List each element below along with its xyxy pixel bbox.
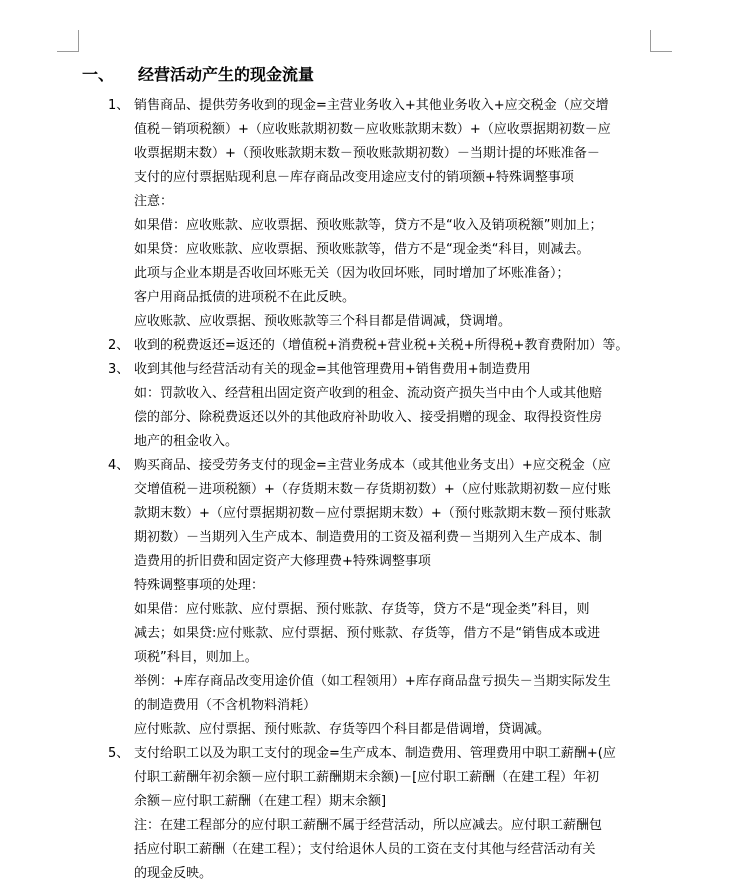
list-item-line: 如果借：应付账款、应付票据、预付账款、存货等，贷方不是“现金类”科目，则 <box>134 602 590 617</box>
list-item-line: 造费用的折旧费和固定资产大修理费+特殊调整事项 <box>134 554 431 569</box>
section-heading <box>82 62 314 88</box>
list-item-line: 注意： <box>134 194 174 209</box>
list-item-marker: 5、 <box>108 746 130 761</box>
list-item-line: 如果贷：应收账款、应收票据、预收账款等，借方不是“现金类“科目，则减去。 <box>134 242 590 257</box>
list-item-marker: 3、 <box>108 362 130 377</box>
list-item-line: 购买商品、接受劳务支付的现金=主营业务成本（或其他业务支出）+应交税金（应 <box>134 458 611 473</box>
section-heading-number: 一、 <box>82 65 115 84</box>
list-item-marker: 1、 <box>108 98 130 113</box>
list-item-line: 特殊调整事项的处理： <box>134 578 265 593</box>
list-item-line: 偿的部分、除税费返还以外的其他政府补助收入、接受捐赠的现金、取得投资性房 <box>134 410 603 425</box>
list-item-line: 期初数）－当期列入生产成本、制造费用的工资及福利费－当期列入生产成本、制 <box>134 530 603 545</box>
list-item-line: 交增值税－进项税额）+（存货期末数－存货期初数）+（应付账款期初数－应付账 <box>134 482 611 497</box>
page-corner-mark-top-left <box>57 51 79 52</box>
list-item-line: 支付给职工以及为职工支付的现金=生产成本、制造费用、管理费用中职工薪酬+(应 <box>134 746 616 761</box>
list-item-line: 收到的税费返还=返还的（增值税+消费税+营业税+关税+所得税+教育费附加）等。 <box>134 338 629 353</box>
list-item-line: 注：在建工程部分的应付职工薪酬不属于经营活动，所以应减去。应付职工薪酬包 <box>134 818 603 833</box>
list-item-line: 款期末数）+（应付票据期初数－应付票据期末数）+（预付账款期末数－预付账款 <box>134 506 611 521</box>
list-item-line: 括应付职工薪酬（在建工程）；支付给退休人员的工资在支付其他与经营活动有关 <box>134 842 596 857</box>
list-item-line: 应收账款、应收票据、预收账款等三个科目都是借调减，贷调增。 <box>134 314 512 329</box>
list-item-line: 项税”科目，则加上。 <box>134 650 258 665</box>
list-item-line: 此项与企业本期是否收回坏账无关（因为收回坏账，同时增加了坏账准备）； <box>134 266 570 281</box>
list-item-marker: 2、 <box>108 338 130 353</box>
list-item-line: 支付的应付票据贴现利息－库存商品改变用途应支付的销项额+特殊调整事项 <box>134 170 574 185</box>
list-item-line: 减去；如果贷:应付账款、应付票据、预付账款、存货等，借方不是“销售成本或进 <box>134 626 601 641</box>
list-item-line: 的制造费用（不含机物料消耗） <box>134 698 317 713</box>
section-heading-title: 经营活动产生的现金流量 <box>138 65 315 84</box>
list-item-line: 的现金反映。 <box>134 866 213 881</box>
list-item-line: 值税－销项税额）+（应收账款期初数－应收账款期末数）+（应收票据期初数－应 <box>134 122 611 137</box>
list-item-line: 地产的租金收入。 <box>134 434 239 449</box>
list-item-line: 销售商品、提供劳务收到的现金=主营业务收入+其他业务收入+应交税金（应交增 <box>134 98 609 113</box>
page-corner-mark-top-left <box>78 30 79 52</box>
page-corner-mark-top-right <box>650 30 651 52</box>
list-item-marker: 4、 <box>108 458 130 473</box>
page-corner-mark-top-right <box>650 51 672 52</box>
list-item-line: 客户用商品抵债的进项税不在此反映。 <box>134 290 356 305</box>
list-item-line: 收到其他与经营活动有关的现金=其他管理费用+销售费用+制造费用 <box>134 362 531 377</box>
list-item-line: 应付账款、应付票据、预付账款、存货等四个科目都是借调增，贷调减。 <box>134 722 551 737</box>
list-item-line: 如果借：应收账款、应收票据、预收账款等，贷方不是“收入及销项税额”则加上； <box>134 218 603 233</box>
list-item-line: 举例：+库存商品改变用途价值（如工程领用）+库存商品盘亏损失－当期实际发生 <box>134 674 611 689</box>
list-item-line: 如：罚款收入、经营租出固定资产收到的租金、流动资产损失当中由个人或其他赔 <box>134 386 603 401</box>
list-item-line: 收票据期末数）+（预收账款期末数－预收账款期初数）－当期计提的坏账准备－ <box>134 146 600 161</box>
list-item-line: 付职工薪酬年初余额－应付职工薪酬期末余额)－[应付职工薪酬（在建工程）年初 <box>134 770 600 785</box>
list-item-line: 余额－应付职工薪酬（在建工程）期末余额] <box>134 794 387 809</box>
